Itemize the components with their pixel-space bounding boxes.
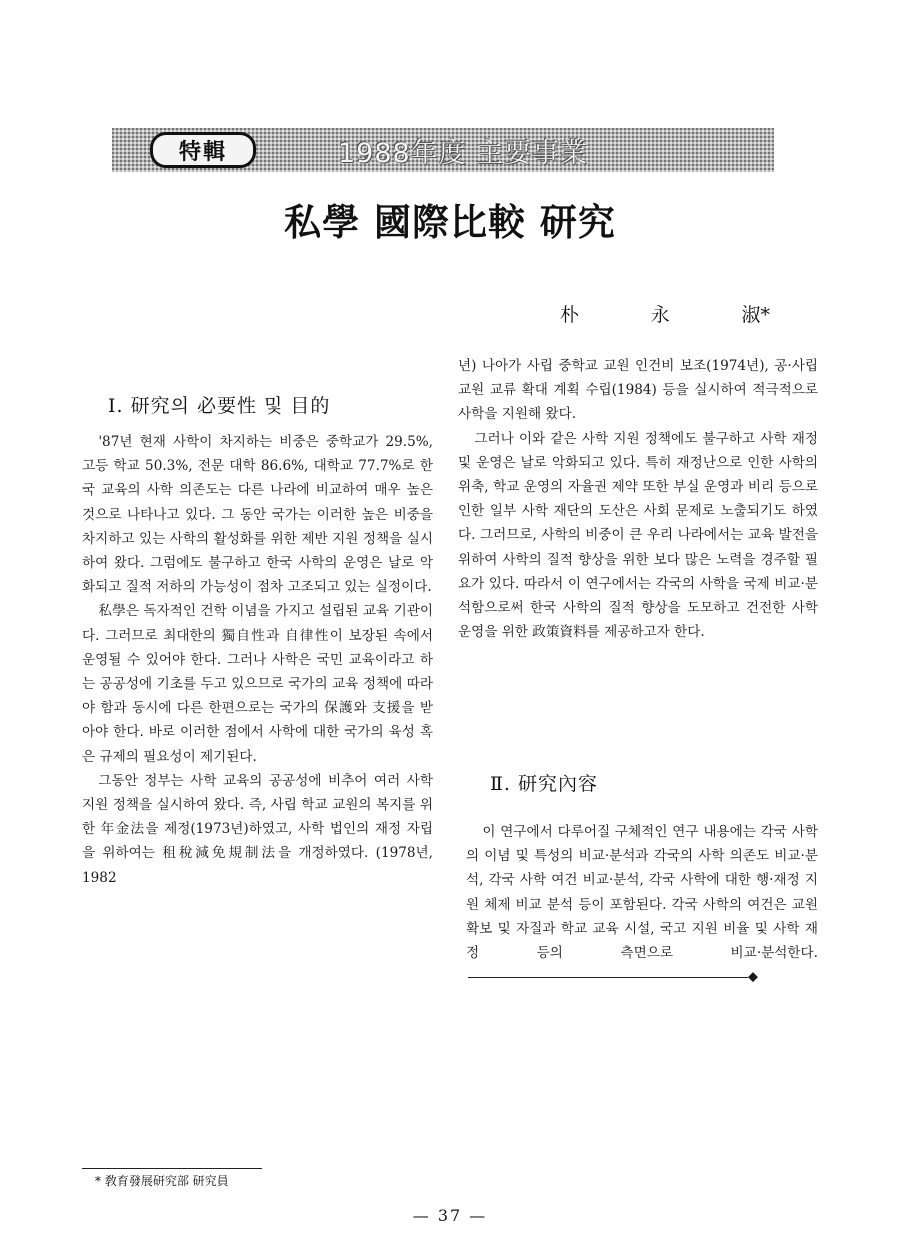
footnote-rule: [82, 1168, 262, 1169]
end-diamond-icon: ◆: [748, 969, 758, 985]
banner-title: 1988年度 主要事業: [338, 137, 589, 169]
paragraph: 그러나 이와 같은 사학 지원 정책에도 불구하고 사학 재정 및 운영은 날로 악화되고 있다. 특히 재정난으로 인한 사학의 위축, 학교 운영의 자율권 제약 또한 부실 운영과 비리 등으로 인한 일부 사학 재단의 도산은 사회 문제로 노출되기도 하였다. 그러므로, 사학의 비중이 큰 우리 나라에서는 교육 발전을 위하여 사학의 질적 향상을 위한 보다 많은 노력을 경주할 필요가 있다. 따라서 이 연구에서는 각국의 사학을 국제 비교·분석함으로써 한국 사학의 질적 향상을 도모하고 건전한 사학 운영을 위한 政策資料를 제공하고자 한다.: [458, 430, 818, 641]
author-char: 淑*: [741, 304, 770, 326]
paragraph: '87년 현재 사학이 차지하는 비중은 중학교가 29.5%, 고등 학교 50.3%, 전문 대학 86.6%, 대학교 77.7%로 한국 교육의 사학 의존도는 다른 나라에 비교하여 매우 높은 것으로 나타나고 있다. 그 동안 국가는 이러한 높은 비중을 차지하고 있는 사학의 활성화를 위한 제반 지원 정책을 실시하여 왔다. 그럼에도 불구하고 한국 사학의 운영은 날로 악화되고 질적 저하의 가능성이 점차 고조되고 있는 실정이다.: [82, 434, 433, 596]
end-rule: [468, 977, 748, 978]
author-char: 永: [650, 304, 670, 326]
footnote: * 敎育發展研究部 研究員: [95, 1174, 229, 1188]
paragraph: 그동안 정부는 사학 교육의 공공성에 비추어 여러 사학 지원 정책을 실시하여 왔다. 즉, 사립 학교 교원의 복지를 위한 年金法을 제정(1973년)하였고, 사학 법인의 재정 자립을 위하여는 租稅減免規制法을 개정하였다. (1978년, 1982: [82, 772, 433, 886]
section-heading-1: Ⅰ. 研究의 必要性 및 目的: [108, 395, 331, 417]
author-char: 朴: [560, 304, 580, 326]
right-column-section2: [466, 820, 818, 990]
feature-banner: [112, 128, 774, 172]
page-number: — 37 —: [412, 1206, 488, 1225]
section-heading-2: Ⅱ. 研究內容: [490, 773, 598, 795]
paragraph: [466, 820, 818, 990]
section2-text: 이 연구에서 다루어질 구체적인 연구 내용에는 각국 사학의 이념 및 특성의 비교·분석과 각국의 사학 의존도 비교·분석, 각국 사학 여건 비교·분석, 각국 사학에 대한 행·재정 지원 체제 비교 분석 등이 포함된다. 각국 사학의 여건은 교원 확보 및 자질과 학교 교육 시설, 국고 지원 비율 및 사학 재정 등의 측면으로 비교·분석한다.: [466, 824, 818, 962]
article-title: 私學 國際比較 研究: [284, 200, 616, 244]
paragraph: 년) 나아가 사립 중학교 교원 인건비 보조(1974년), 공·사립 교원 교류 확대 계획 수립(1984) 등을 실시하여 적극적으로 사학을 지원해 왔다.: [458, 358, 818, 423]
author-name: [560, 300, 770, 327]
feature-label: 特輯: [150, 132, 256, 168]
paragraph: 私學은 독자적인 건학 이념을 가지고 설립된 교육 기관이다. 그러므로 최대한의 獨自性과 自律性이 보장된 속에서 운영될 수 있어야 한다. 그러나 사학은 국민 교육이라고 하는 공공성에 기초를 두고 있으므로 국가의 교육 정책에 따라야 함과 동시에 다른 한편으로는 국가의 保護와 支援을 받아야 한다. 바로 이러한 점에서 사학에 대한 국가의 육성 혹은 규제의 필요성이 제기된다.: [82, 603, 433, 765]
left-column: [82, 430, 433, 890]
right-column: [458, 354, 818, 644]
